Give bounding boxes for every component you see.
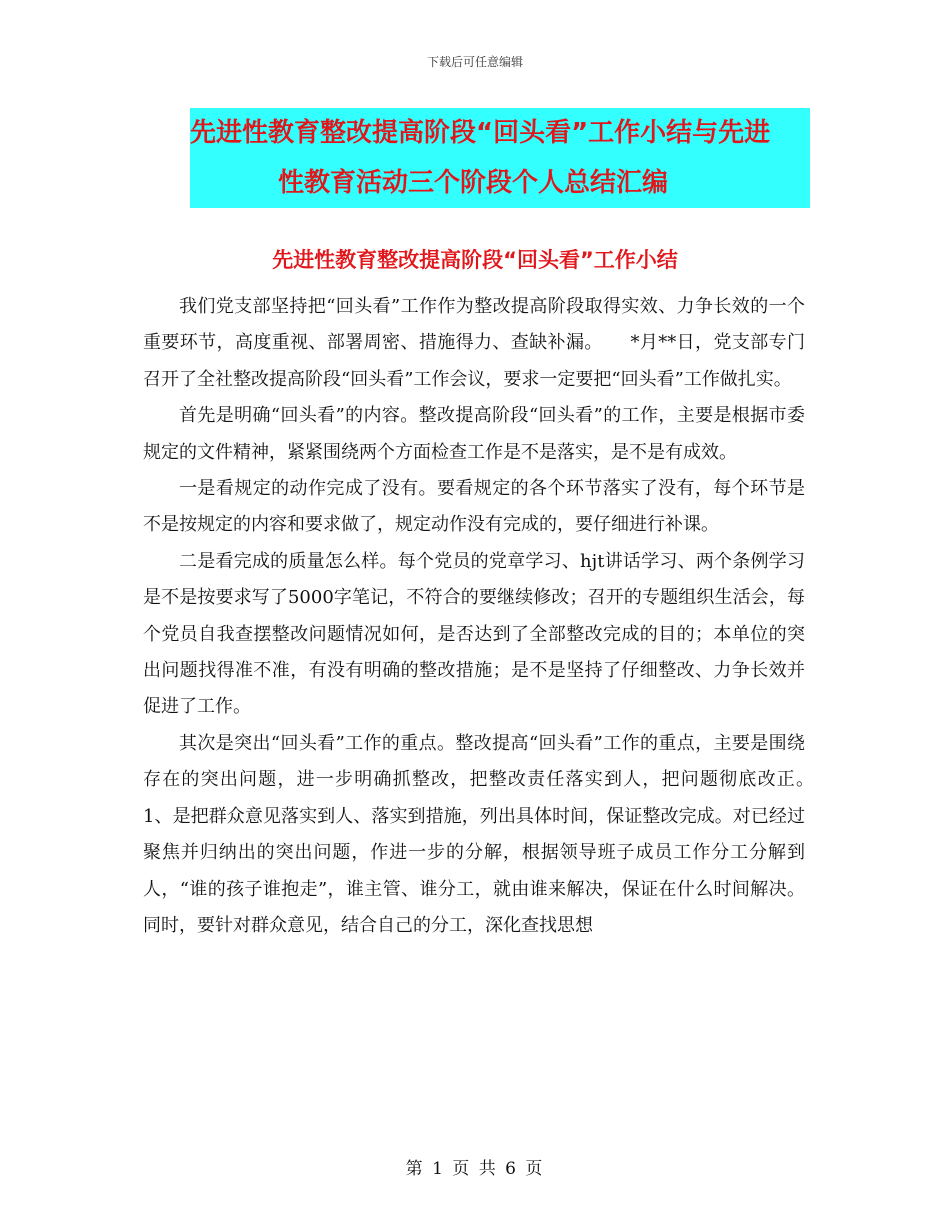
- paragraph: 首先是明确“回头看”的内容。整改提高阶段“回头看”的工作，主要是根据市委规定的文件精神，紧紧围绕两个方面检查工作是不是落实，是不是有成效。: [143, 405, 805, 463]
- page-footer: 第 1 页 共 6 页: [405, 1159, 545, 1179]
- body-text: [143, 289, 877, 944]
- paragraph: 其次是突出“回头看”工作的重点。整改提高“回头看”工作的重点，主要是围绕存在的突出问题，进一步明确抓整改，把整改责任落实到人，把问题彻底改正。 1、是把群众意见落实到人、落实到措施，列出具体时间，保证整改完成。对已经过聚焦并归纳出的突出问题，作进一步的分解，根据领导班子成员工作分工分解到人，“谁的孩子谁抱走”，谁主管、谁分工，就由谁来解决，保证在什么时间解决。同时，要针对群众意见，结合自己的分工，深化查找思想: [143, 732, 877, 936]
- paragraph: 二是看完成的质量怎么样。每个党员的党章学习、hjt讲话学习、两个条例学习是不是按要求写了5000字笔记，不符合的要继续修改；召开的专题组织生活会，每个党员自我查摆整改问题情况如何，是否达到了全部整改完成的目的；本单位的突出问题找得准不准，有没有明确的整改措施；是不是坚持了仔细整改、力争长效并促进了工作。: [143, 550, 805, 718]
- header-note: 下载后可任意编辑: [426, 55, 523, 69]
- main-title-line-2: 性教育活动三个阶段个人总结汇编: [278, 168, 669, 198]
- paragraph: 我们党支部坚持把“回头看”工作作为整改提高阶段取得实效、力争长效的一个重要环节，高度重视、部署周密、措施得力、查缺补漏。 *月**日，党支部专门召开了全社整改提高阶段“回头看”工作会议，要求一定要把“回头看”工作做扎实。: [143, 296, 805, 390]
- section-title: 先进性教育整改提高阶段“回头看”工作小结: [272, 248, 678, 272]
- main-title: [190, 108, 810, 208]
- main-title-line-1: 先进性教育整改提高阶段“回头看”工作小结与先进: [190, 118, 771, 148]
- paragraph: 一是看规定的动作完成了没有。要看规定的各个环节落实了没有，每个环节是不是按规定的内容和要求做了，规定动作没有完成的，要仔细进行补课。: [143, 478, 805, 536]
